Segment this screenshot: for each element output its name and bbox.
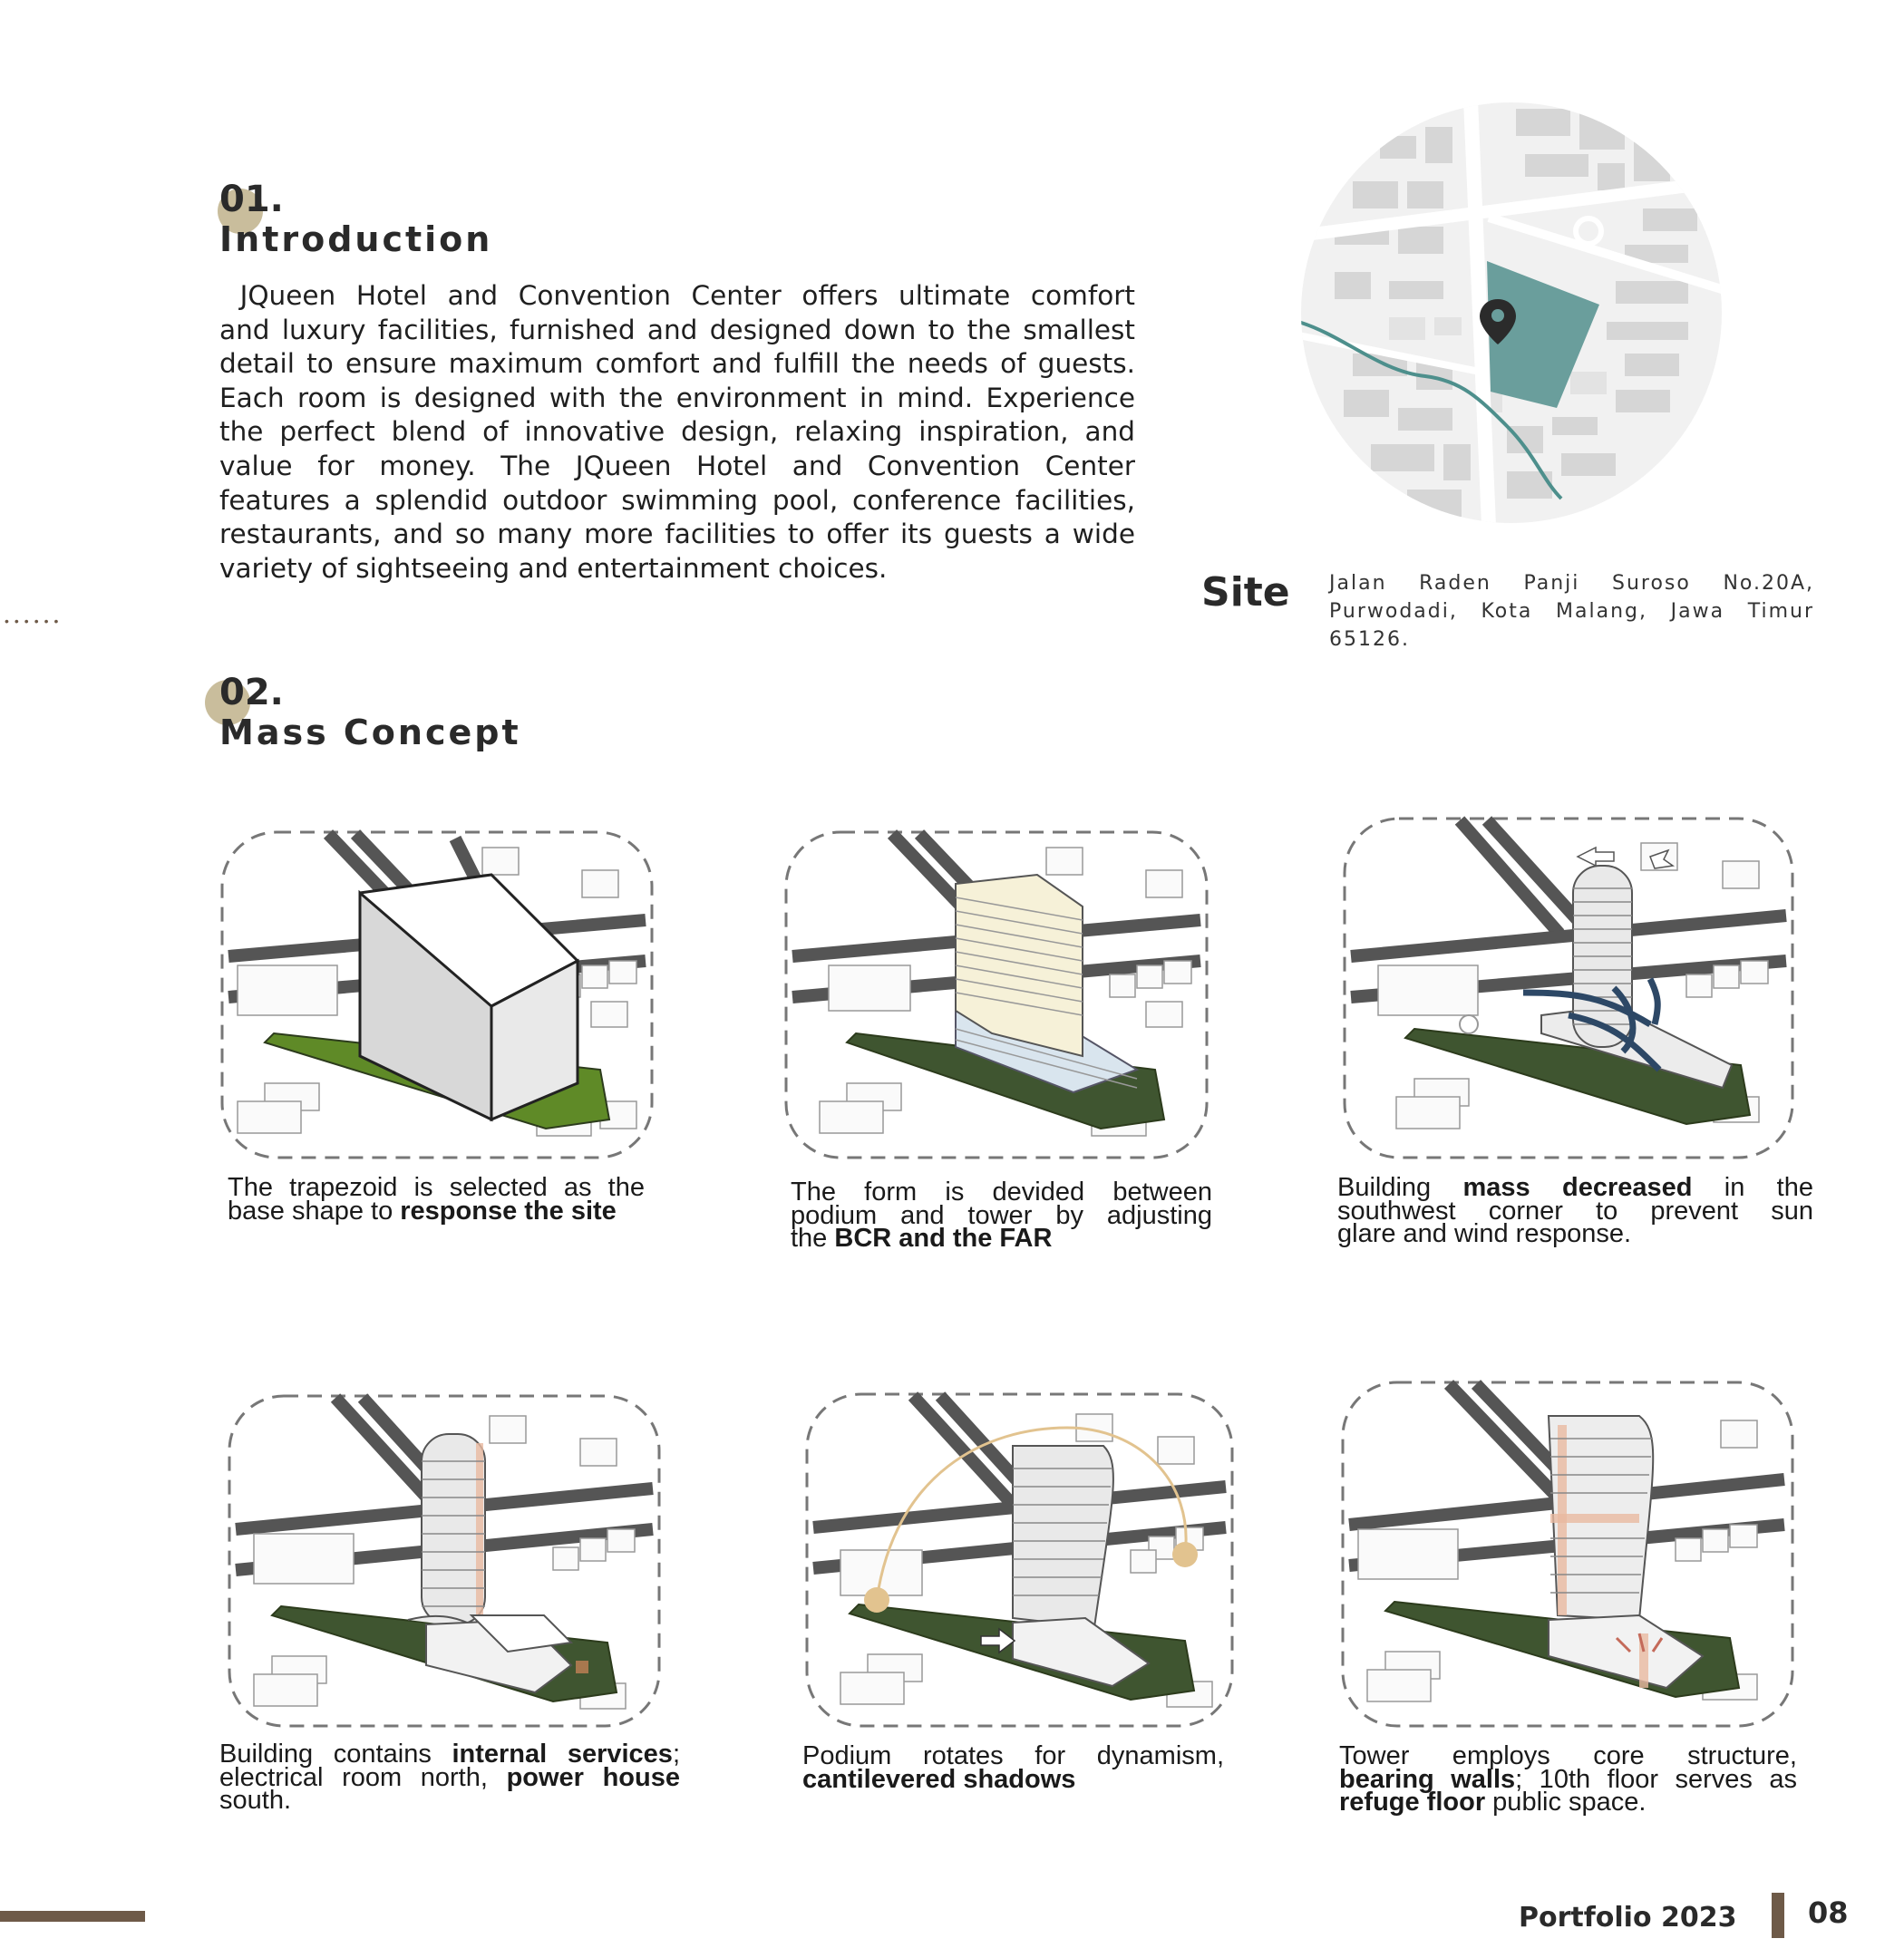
footer-label: Portfolio 2023 [1519, 1902, 1737, 1934]
caption-emphasis: bearing walls [1339, 1764, 1516, 1794]
footer-accent-bar [0, 1911, 145, 1922]
site-map [1298, 100, 1724, 526]
mass-diagram-3 [1342, 816, 1795, 1160]
mass-diagram-5 [804, 1391, 1235, 1729]
caption-text: ; 10th floor serves as [1515, 1764, 1798, 1794]
mass-diagram-1 [219, 829, 655, 1160]
intro-paragraph [219, 279, 1135, 586]
site-address [1329, 569, 1814, 654]
mass-heading [219, 674, 521, 754]
intro-line: and luxury facilities, furnished and designed down to the smallest [219, 314, 1135, 345]
caption-line: glare and wind response. [1337, 1219, 1632, 1248]
mass-caption-1 [228, 1173, 645, 1226]
caption-text: public space. [1485, 1788, 1647, 1817]
caption-text: Building contains [219, 1740, 452, 1769]
mass-diagram-6 [1340, 1380, 1795, 1729]
caption-emphasis: power house [506, 1762, 680, 1792]
mass-caption-4 [219, 1740, 680, 1815]
caption-emphasis: response the site [400, 1196, 617, 1226]
caption-line [228, 1196, 645, 1226]
site-address-line: Jalan Raden Panji Suroso No.20A, [1329, 572, 1814, 595]
caption-emphasis: mass decreased [1462, 1173, 1693, 1202]
site-label: Site [1201, 569, 1290, 616]
caption-emphasis: BCR and the FAR [834, 1224, 1053, 1253]
caption-text: electrical room north, [219, 1762, 507, 1792]
caption-line [1339, 1788, 1797, 1817]
intro-title: Introduction [219, 219, 493, 259]
caption-emphasis: refuge floor [1339, 1788, 1486, 1817]
intro-heading [219, 181, 492, 261]
caption-line [802, 1764, 1224, 1794]
mass-caption-6 [1339, 1741, 1798, 1817]
intro-line: features a splendid outdoor swimming pool, conference facilities, [219, 484, 1135, 516]
caption-line: The trapezoid is selected as the [228, 1173, 645, 1202]
caption-text: base shape to [228, 1196, 401, 1226]
caption-line: Podium rotates for dynamism, [802, 1741, 1224, 1770]
caption-text: the [791, 1224, 835, 1253]
intro-line: detail to ensure maximum comfort and fulfill the needs of guests. [219, 348, 1135, 380]
caption-line [791, 1224, 1212, 1253]
intro-line: value for money. The JQueen Hotel and Convention Center [219, 450, 1135, 481]
mass-caption-3 [1337, 1173, 1813, 1248]
caption-emphasis: cantilevered shadows [802, 1764, 1076, 1794]
intro-line: restaurants, and so many more facilities to offer its guests a wide [219, 519, 1135, 550]
mass-diagram-2 [783, 829, 1209, 1160]
page-number: 08 [1808, 1895, 1849, 1930]
mass-number: 02. [219, 672, 284, 713]
caption-line: southwest corner to prevent sun [1337, 1196, 1813, 1226]
mass-caption-5 [802, 1741, 1224, 1794]
footer-divider [1772, 1893, 1784, 1938]
intro-line: the perfect blend of innovative design, relaxing inspiration, and [219, 416, 1135, 448]
caption-line: The form is devided between [791, 1178, 1212, 1207]
caption-line: Tower employs core structure, [1339, 1741, 1797, 1770]
mass-title: Mass Concept [219, 712, 521, 752]
mass-caption-2 [791, 1178, 1212, 1253]
decorative-dots: •••••• [5, 614, 64, 628]
caption-emphasis: internal services [452, 1740, 673, 1769]
caption-text: Building [1337, 1173, 1463, 1202]
intro-number: 01. [219, 179, 284, 220]
caption-line: south. [219, 1786, 291, 1815]
site-address-line: Purwodadi, Kota Malang, Jawa Timur 65126. [1329, 600, 1814, 651]
caption-text: in the [1692, 1173, 1813, 1202]
caption-line: podium and tower by adjusting [791, 1200, 1212, 1230]
intro-line: variety of sightseeing and entertainment choices. [219, 552, 888, 584]
intro-line: Each room is designed with the environment in mind. Experience [219, 382, 1135, 413]
intro-line: JQueen Hotel and Convention Center offers ultimate comfort [219, 280, 1135, 311]
mass-diagram-4 [227, 1393, 662, 1729]
caption-text: ; [672, 1740, 680, 1769]
